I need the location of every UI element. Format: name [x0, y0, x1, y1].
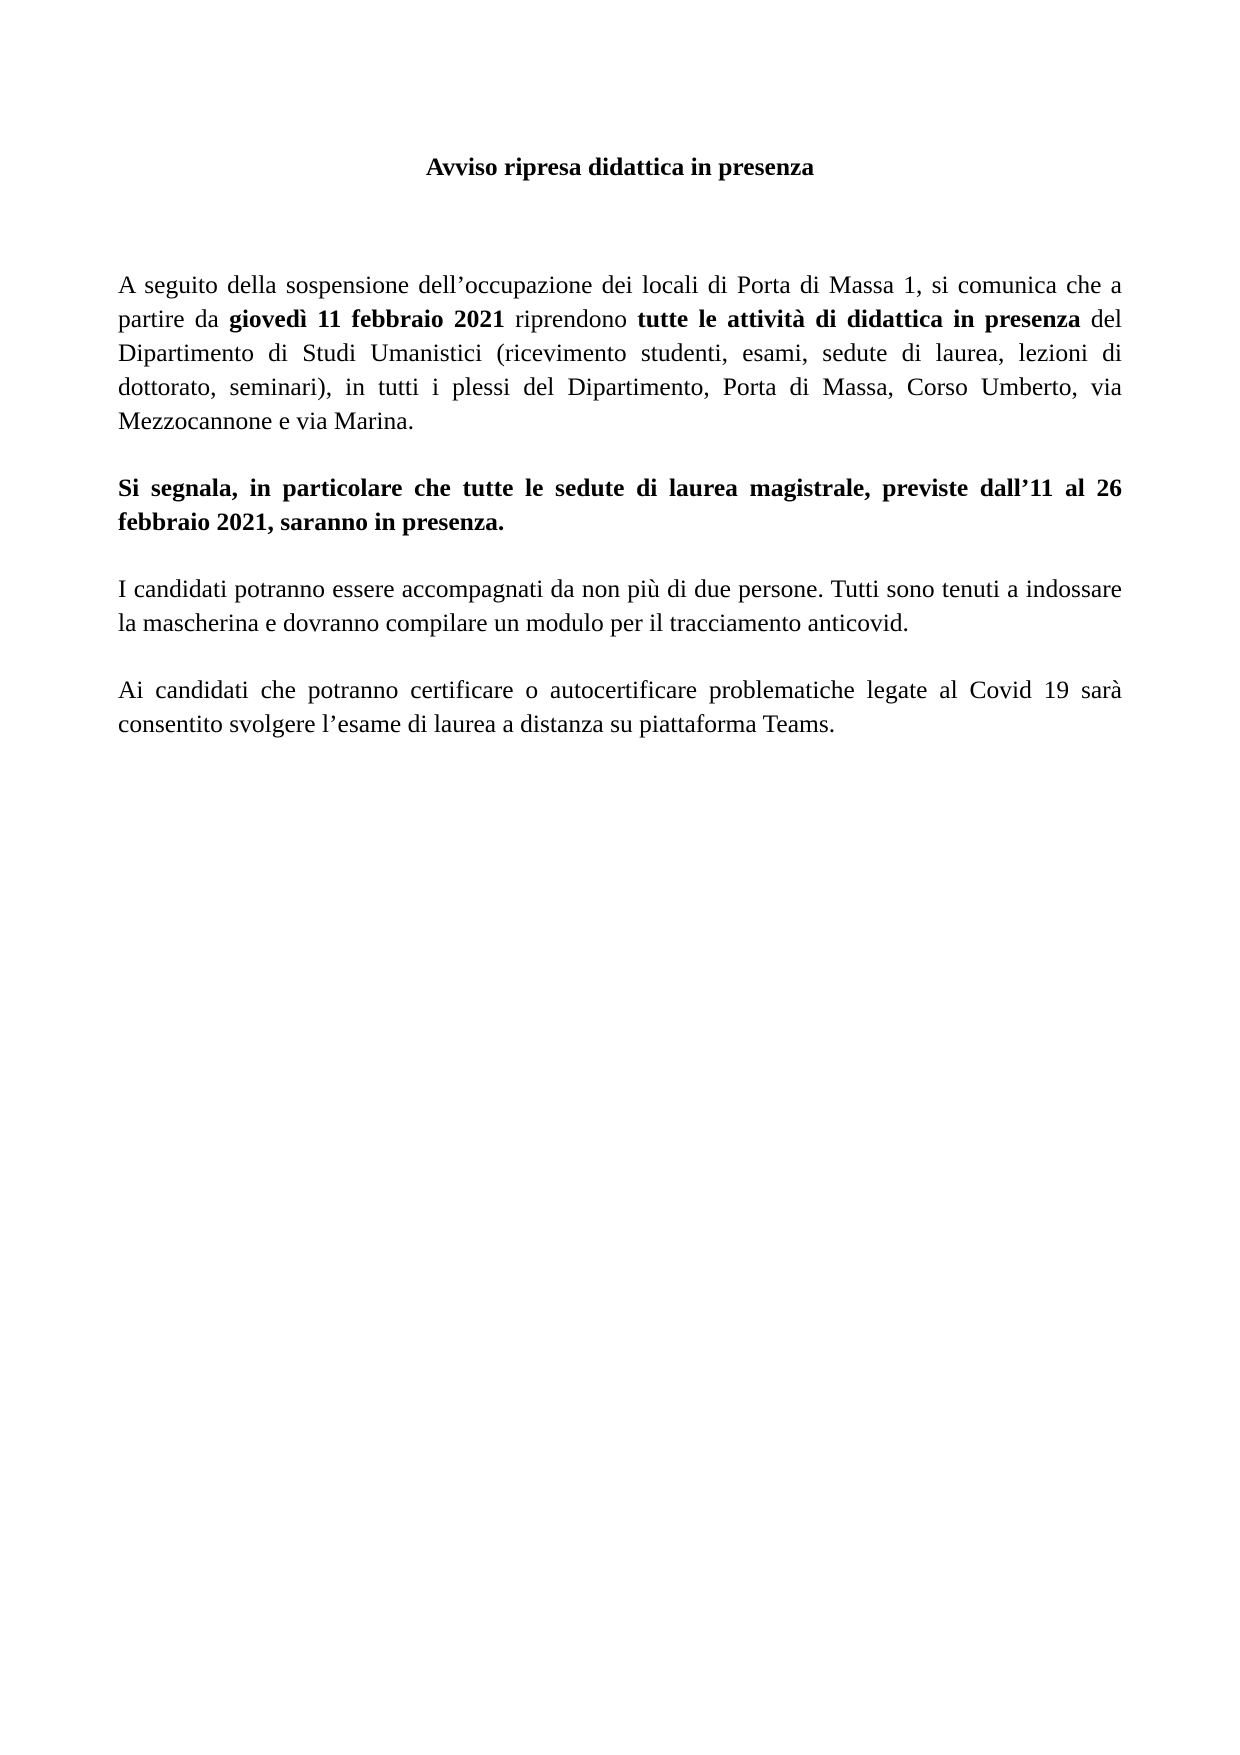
paragraph-resumption-text-2: riprendono	[504, 304, 638, 333]
paragraph-resumption-text-1: A seguito della sospensione dell’occupazione dei locali di Porta di Massa 1, si comunica che a partire da	[118, 270, 1122, 333]
resumption-date: giovedì 11 febbraio 2021	[229, 304, 505, 333]
paragraph-resumption-text-3: del Dipartimento di Studi Umanistici (ricevimento studenti, esami, sedute di laurea, lezioni di dottorato, seminari), in tutti i plessi del Dipartimento, Porta di Massa, Corso Umberto, via Mezzocannone e via Marina.	[118, 304, 1123, 435]
paragraph-graduation-notice: Si segnala, in particolare che tutte le sedute di laurea magistrale, previste dall’11 al 26 febbraio 2021, saranno in presenza.	[118, 473, 1122, 536]
paragraph-resumption	[118, 268, 1122, 438]
document-body	[118, 268, 1122, 774]
paragraph-remote-exam: Ai candidati che potranno certificare o autocertificare problematiche legate al Covid 19 sarà consentito svolgere l’esame di laurea a distanza su piattaforma Teams.	[118, 675, 1122, 738]
paragraph-candidates-rules: I candidati potranno essere accompagnati da non più di due persone. Tutti sono tenuti a indossare la mascherina e dovranno compilare un modulo per il tracciamento anticovid.	[118, 574, 1122, 637]
document-title: Avviso ripresa didattica in presenza	[425, 152, 815, 181]
resumed-activities: tutte le attività di didattica in presenza	[637, 304, 1081, 333]
